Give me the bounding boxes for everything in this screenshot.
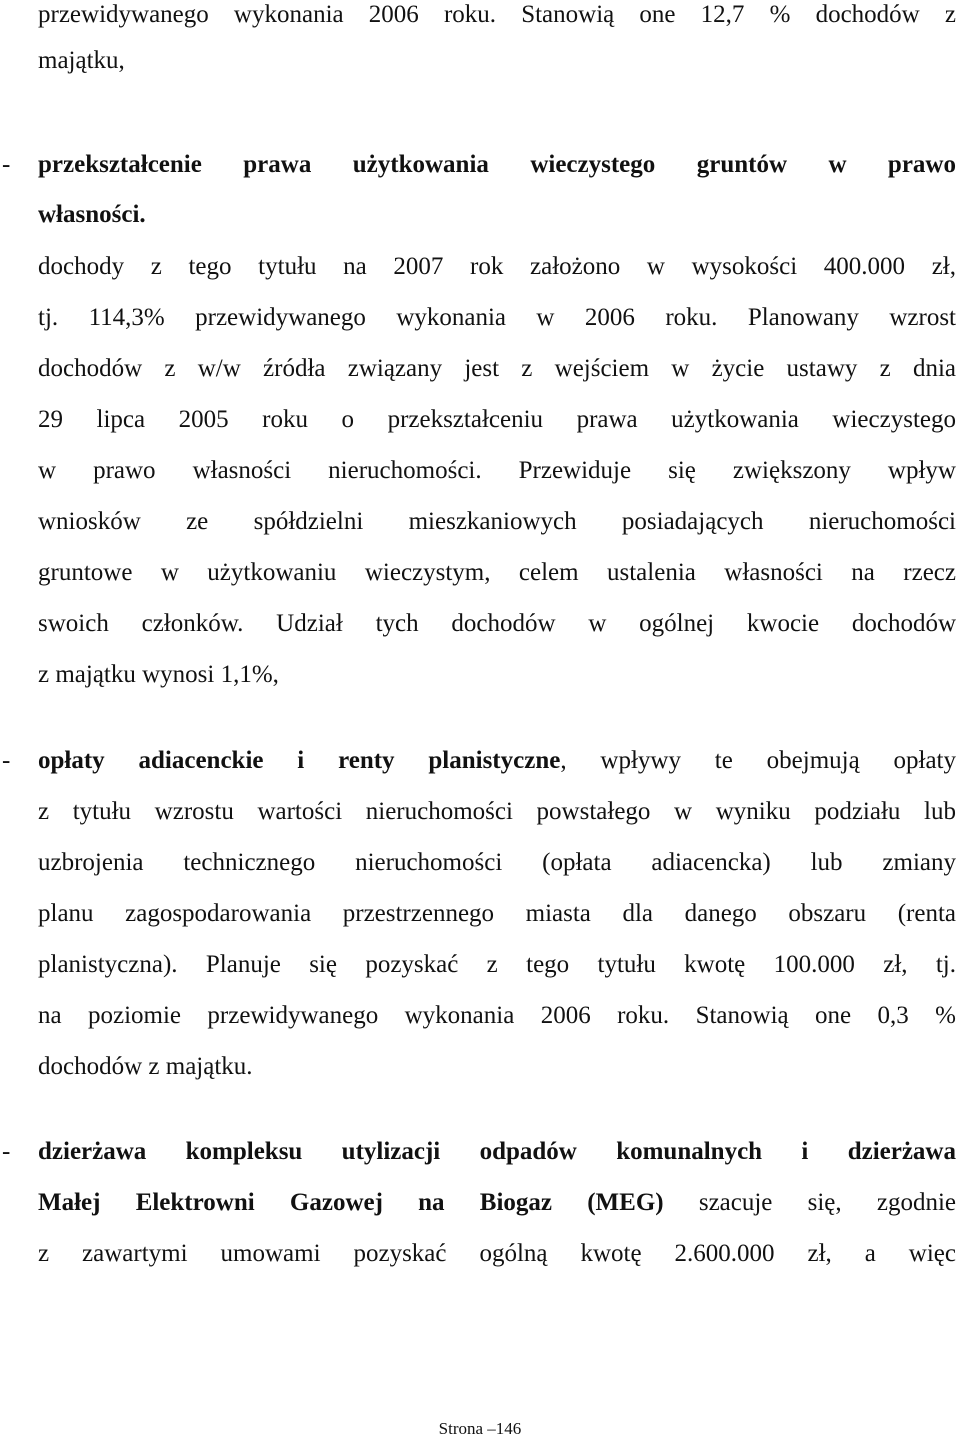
paragraph-line: gruntowe w użytkowaniu wieczystym, celem ustalenia własności na rzecz	[38, 559, 956, 586]
paragraph-line: tj. 114,3% przewidywanego wykonania w 2006 roku. Planowany wzrost	[38, 304, 956, 331]
bullet-heading: Małej Elektrowni Gazowej na Biogaz (MEG)	[38, 1189, 664, 1216]
paragraph-line: planistyczna). Planuje się pozyskać z tego tytułu kwotę 100.000 zł, tj.	[38, 951, 956, 978]
paragraph-line: wniosków ze spółdzielni mieszkaniowych posiadających nieruchomości	[38, 508, 956, 535]
paragraph-text: , wpływy te obejmują opłaty	[560, 747, 956, 774]
bullet-dash: -	[2, 747, 11, 774]
paragraph-line: z zawartymi umowami pozyskać ogólną kwotę 2.600.000 zł, a więc	[38, 1240, 956, 1267]
bullet-heading: własności.	[38, 201, 146, 228]
paragraph-line: na poziomie przewidywanego wykonania 2006 roku. Stanowią one 0,3 %	[38, 1002, 956, 1029]
bullet-heading: przekształcenie prawa użytkowania wieczystego gruntów w prawo	[38, 151, 956, 178]
paragraph-line: swoich członków. Udział tych dochodów w ogólnej kwocie dochodów	[38, 610, 956, 637]
paragraph-line: 29 lipca 2005 roku o przekształceniu prawa użytkowania wieczystego	[38, 406, 956, 433]
paragraph-line: w prawo własności nieruchomości. Przewiduje się zwiększony wpływ	[38, 457, 956, 484]
paragraph-line: dochodów z majątku.	[38, 1053, 253, 1080]
paragraph-line: planu zagospodarowania przestrzennego miasta dla danego obszaru (renta	[38, 900, 956, 927]
paragraph-line: uzbrojenia technicznego nieruchomości (opłata adiacencka) lub zmiany	[38, 849, 956, 876]
paragraph-line: przewidywanego wykonania 2006 roku. Stanowią one 12,7 % dochodów z	[38, 1, 956, 28]
bullet-heading: dzierżawa kompleksu utylizacji odpadów komunalnych i dzierżawa	[38, 1138, 956, 1165]
paragraph-line: z tytułu wzrostu wartości nieruchomości powstałego w wyniku podziału lub	[38, 798, 956, 825]
bullet-heading: opłaty adiacenckie i renty planistyczne	[38, 747, 561, 774]
paragraph-line	[38, 746, 956, 776]
paragraph-text: szacuje się, zgodnie	[663, 1189, 957, 1216]
paragraph-line	[38, 1188, 956, 1218]
page-number: Strona –146	[438, 1419, 522, 1438]
paragraph-line: dochodów z w/w źródła związany jest z wejściem w życie ustawy z dnia	[38, 355, 956, 382]
bullet-dash: -	[2, 151, 11, 178]
paragraph-line: majątku,	[38, 47, 125, 74]
paragraph-line: z majątku wynosi 1,1%,	[38, 661, 279, 688]
paragraph-line: dochody z tego tytułu na 2007 rok założono w wysokości 400.000 zł,	[38, 253, 956, 280]
bullet-dash: -	[2, 1138, 11, 1165]
